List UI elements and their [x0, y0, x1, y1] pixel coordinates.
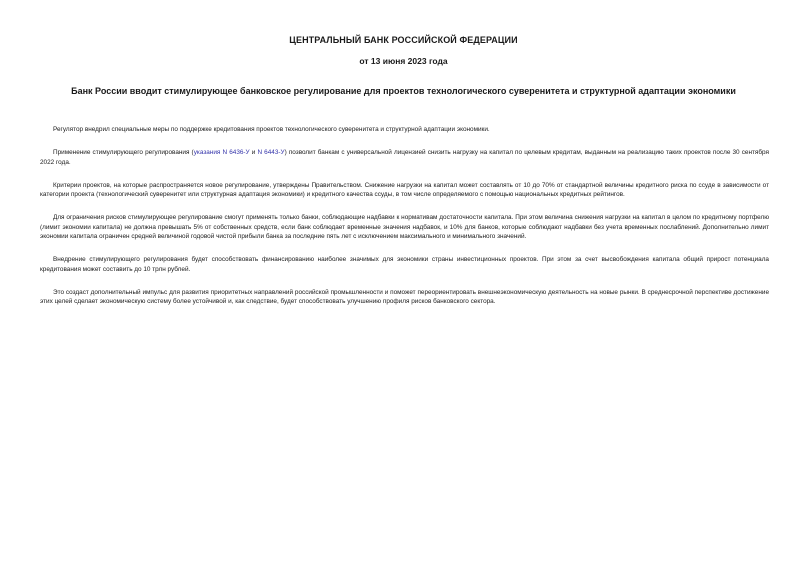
document-headline: Банк России вводит стимулирующее банковское регулирование для проектов технологического суверенитета и структурной адаптации экономики	[71, 86, 736, 96]
document-body	[40, 125, 769, 320]
directive-6443-link[interactable]: N 6443-У	[257, 149, 285, 156]
issuer-title: ЦЕНТРАЛЬНЫЙ БАНК РОССИЙСКОЙ ФЕДЕРАЦИИ	[289, 35, 518, 45]
paragraph-4: Для ограничения рисков стимулирующее регулирование смогут применять только банки, соблюдающие надбавки к нормативам достаточности капитала. При этом величина снижения нагрузки на капитал в целом по кредитному портфелю (лимит экономии капитала) не должна превышать 5% от собственных средств, если банк соблюдает временные значения надбавок, и 10% для банков, которые соблюдают надбавки без учета временных послаблений. Дополнительно лимит экономии капитала ограничен средней величиной годовой чистой прибыли банка за последние пять лет с исключением максимального и минимального значений.	[40, 214, 769, 240]
paragraph-2-conjunction: и	[249, 149, 258, 156]
paragraph-2-text-start: Применение стимулирующего регулирования (	[53, 149, 194, 156]
directive-6436-link[interactable]: указания N 6436-У	[193, 149, 250, 156]
paragraph-3: Критерии проектов, на которые распространяется новое регулирование, утверждены Правительством. Снижение нагрузки на капитал может составлять от 10 до 70% от стандартной величины кредитного риска по ссуде в зависимости от категории проекта (технологический суверенитет или структурная адаптация экономики) и кредитного качества ссуды, в том числе определяемого с помощью национальных кредитных рейтингов.	[40, 181, 769, 198]
paragraph-6: Это создаст дополнительный импульс для развития приоритетных направлений российской промышленности и поможет переориентировать внешнеэкономическую деятельность на новые рынки. В среднесрочной перспективе достижение этих целей сделает экономическую систему более устойчивой и, как следствие, будет способствовать улучшению профиля рисков банковского сектора.	[40, 288, 769, 305]
paragraph-5: Внедрение стимулирующего регулирования будет способствовать финансированию наиболее значимых для экономики страны инвестиционных проектов. При этом за счет высвобождения капитала общий прирост потенциала кредитования может составить до 10 трлн рублей.	[40, 256, 769, 273]
document-date: от 13 июня 2023 года	[359, 56, 448, 66]
paragraph-2-text-end: ) позволит банкам с универсальной лицензией снизить нагрузку на капитал по целевым кредитам, выданным на реализацию таких проектов после 30 сентября 2022 года.	[40, 149, 769, 166]
paragraph-2	[40, 148, 769, 167]
paragraph-1: Регулятор внедрил специальные меры по поддержке кредитования проектов технологического суверенитета и структурной адаптации экономики.	[53, 126, 490, 133]
